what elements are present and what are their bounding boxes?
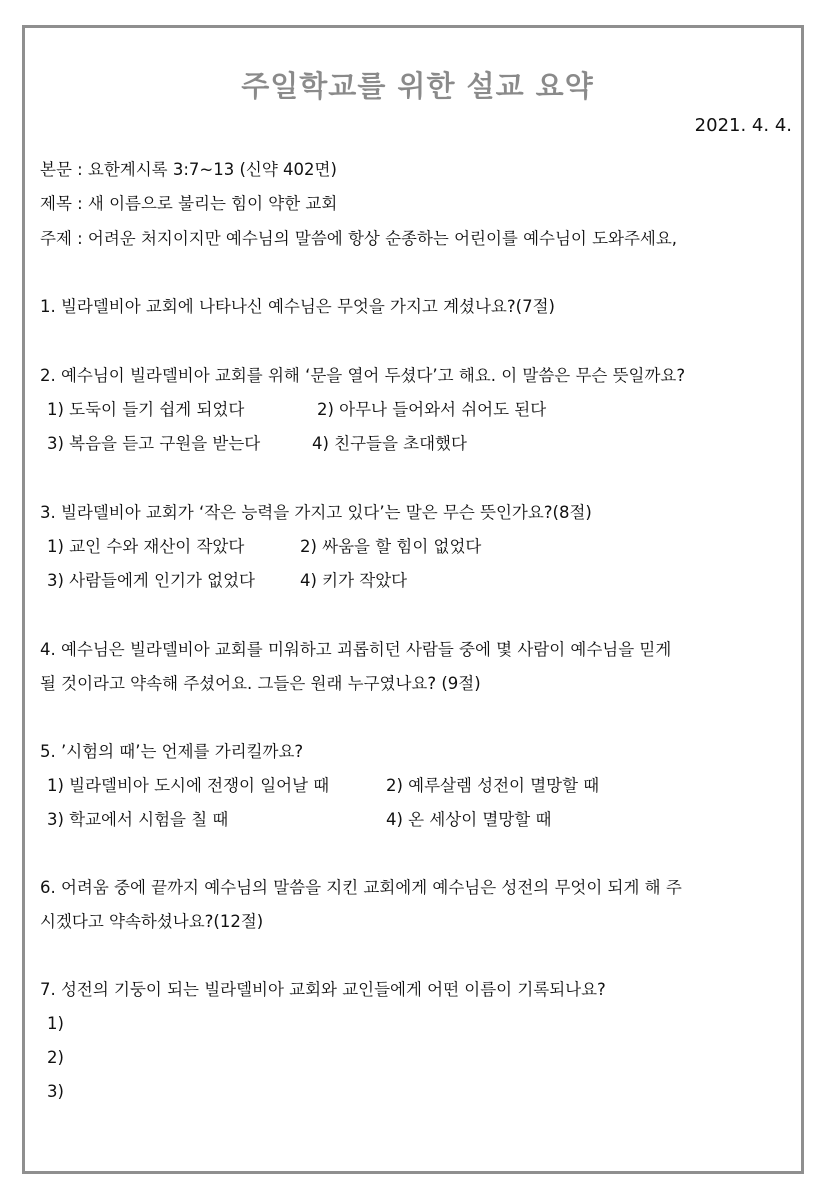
date-label: 2021. 4. 4.	[694, 115, 792, 136]
question-5-option-2: 2) 예루살렘 성전이 멸망할 때	[386, 776, 600, 795]
question-1: 1. 빌라델비아 교회에 나타나신 예수님은 무엇을 가지고 계셨나요?(7절)	[40, 297, 555, 316]
question-6: 6. 어려움 중에 끝까지 예수님의 말씀을 지킨 교회에게 예수님은 성전의 무엇이 되게 해 주	[40, 878, 682, 897]
question-6-continued: 시겠다고 약속하셨나요?(12절)	[40, 912, 264, 931]
sermon-theme: 주제 : 어려운 처지이지만 예수님의 말씀에 항상 순종하는 어린이를 예수님이 도와주세요,	[40, 229, 678, 248]
question-3-option-2: 2) 싸움을 할 힘이 없었다	[300, 537, 482, 556]
question-2-option-3: 3) 복음을 듣고 구원을 받는다	[47, 434, 261, 453]
question-7: 7. 성전의 기둥이 되는 빌라델비아 교회와 교인들에게 어떤 이름이 기록되나요?	[40, 980, 606, 999]
question-3-option-3: 3) 사람들에게 인기가 없었다	[47, 571, 255, 590]
scripture-reference: 본문 : 요한계시록 3:7~13 (신약 402면)	[40, 160, 337, 179]
question-5-option-4: 4) 온 세상이 멸망할 때	[386, 810, 552, 829]
question-7-blank-2: 2)	[47, 1048, 64, 1067]
question-2-option-4: 4) 친구들을 초대했다	[312, 434, 467, 453]
question-3: 3. 빌라델비아 교회가 ‘작은 능력을 가지고 있다’는 말은 무슨 뜻인가요?(8절)	[40, 503, 592, 522]
question-2-option-1: 1) 도둑이 들기 쉽게 되었다	[47, 400, 245, 419]
question-2-option-2: 2) 아무나 들어와서 쉬어도 된다	[317, 400, 547, 419]
question-3-option-4: 4) 키가 작았다	[300, 571, 408, 590]
sermon-subject: 제목 : 새 이름으로 불리는 힘이 약한 교회	[40, 194, 338, 213]
question-4-continued: 될 것이라고 약속해 주셨어요. 그들은 원래 누구였나요? (9절)	[40, 674, 481, 693]
question-5-option-1: 1) 빌라델비아 도시에 전쟁이 일어날 때	[47, 776, 330, 795]
question-7-blank-3: 3)	[47, 1082, 64, 1101]
question-4: 4. 예수님은 빌라델비아 교회를 미워하고 괴롭히던 사람들 중에 몇 사람이 예수님을 믿게	[40, 640, 672, 659]
question-2: 2. 예수님이 빌라델비아 교회를 위해 ‘문을 열어 두셨다’고 해요. 이 말씀은 무슨 뜻일까요?	[40, 366, 686, 385]
page-title: 주일학교를 위한 설교 요약	[241, 69, 594, 103]
question-5-option-3: 3) 학교에서 시험을 칠 때	[47, 810, 229, 829]
question-3-option-1: 1) 교인 수와 재산이 작았다	[47, 537, 245, 556]
question-5: 5. ’시험의 때’는 언제를 가리킬까요?	[40, 742, 304, 761]
question-7-blank-1: 1)	[47, 1014, 64, 1033]
